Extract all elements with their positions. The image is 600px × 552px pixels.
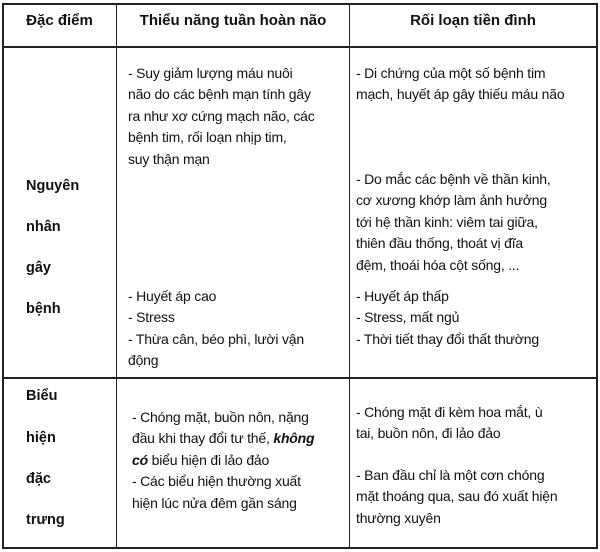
row-label-word: đặc <box>26 471 51 487</box>
header-divider <box>2 46 597 48</box>
cause-text: - Suy giảm lượng máu nuôi não do các bệnh mạn tính gây ra như xơ cứng mạch não, các bệnh tim, rối loạn nhịp tim, suy thận mạn <box>128 65 315 167</box>
table-border-right <box>596 3 598 549</box>
symptom-text <box>132 407 314 514</box>
row-label-word: nhân <box>26 219 61 235</box>
symptom-text: - Ban đầu chỉ là một cơn chóng mặt thoáng qua, sau đó xuất hiện thường xuyên <box>356 467 558 526</box>
col-divider-1 <box>116 3 117 549</box>
header-characteristic: Đặc điểm <box>26 12 93 29</box>
row-label-word: Biểu <box>26 388 58 404</box>
table-border-top <box>2 3 597 5</box>
cause-text: - Huyết áp thấp - Stress, mất ngủ - Thời tiết thay đổi thất thường <box>356 288 539 347</box>
cause-text: - Do mắc các bệnh về thần kinh, cơ xương khớp làm ảnh hưởng tới hệ thần kinh: viêm tai giữa, thiên đầu thống, thoát vị đĩa đệm, thoái hóa cột sống, ... <box>356 171 551 273</box>
row-label-word: bệnh <box>26 301 61 317</box>
col-divider-2 <box>349 3 350 549</box>
header-vestibular-disorder: Rối loạn tiền đình <box>410 12 536 29</box>
symptom-text-part: biểu hiện đi lảo đảo - Các biểu hiện thường xuất hiện lúc nửa đêm gần sáng <box>132 451 301 511</box>
header-cerebral-insufficiency: Thiểu năng tuần hoàn não <box>139 12 327 29</box>
row-label-word: Nguyên <box>26 178 80 194</box>
symptom-text-part: - Chóng mặt, buồn nôn, nặng đầu khi thay đổi tư thế, <box>132 409 309 447</box>
emphasis-text: không <box>273 430 315 447</box>
row-label-word: hiện <box>26 430 56 446</box>
row-label-word: gây <box>26 260 51 276</box>
row-divider <box>2 377 597 379</box>
cause-text: - Huyết áp cao - Stress - Thừa cân, béo phì, lười vận động <box>128 288 304 369</box>
table-border-left <box>2 3 4 549</box>
row-label-word: trưng <box>26 512 65 528</box>
cause-text: - Di chứng của một số bệnh tim mạch, huyết áp gây thiếu máu não <box>356 65 565 103</box>
table-border-bottom <box>2 547 597 549</box>
symptom-text: - Chóng mặt đi kèm hoa mắt, ù tai, buồn nôn, đi lảo đảo <box>356 404 543 442</box>
emphasis-text: có <box>132 451 148 468</box>
